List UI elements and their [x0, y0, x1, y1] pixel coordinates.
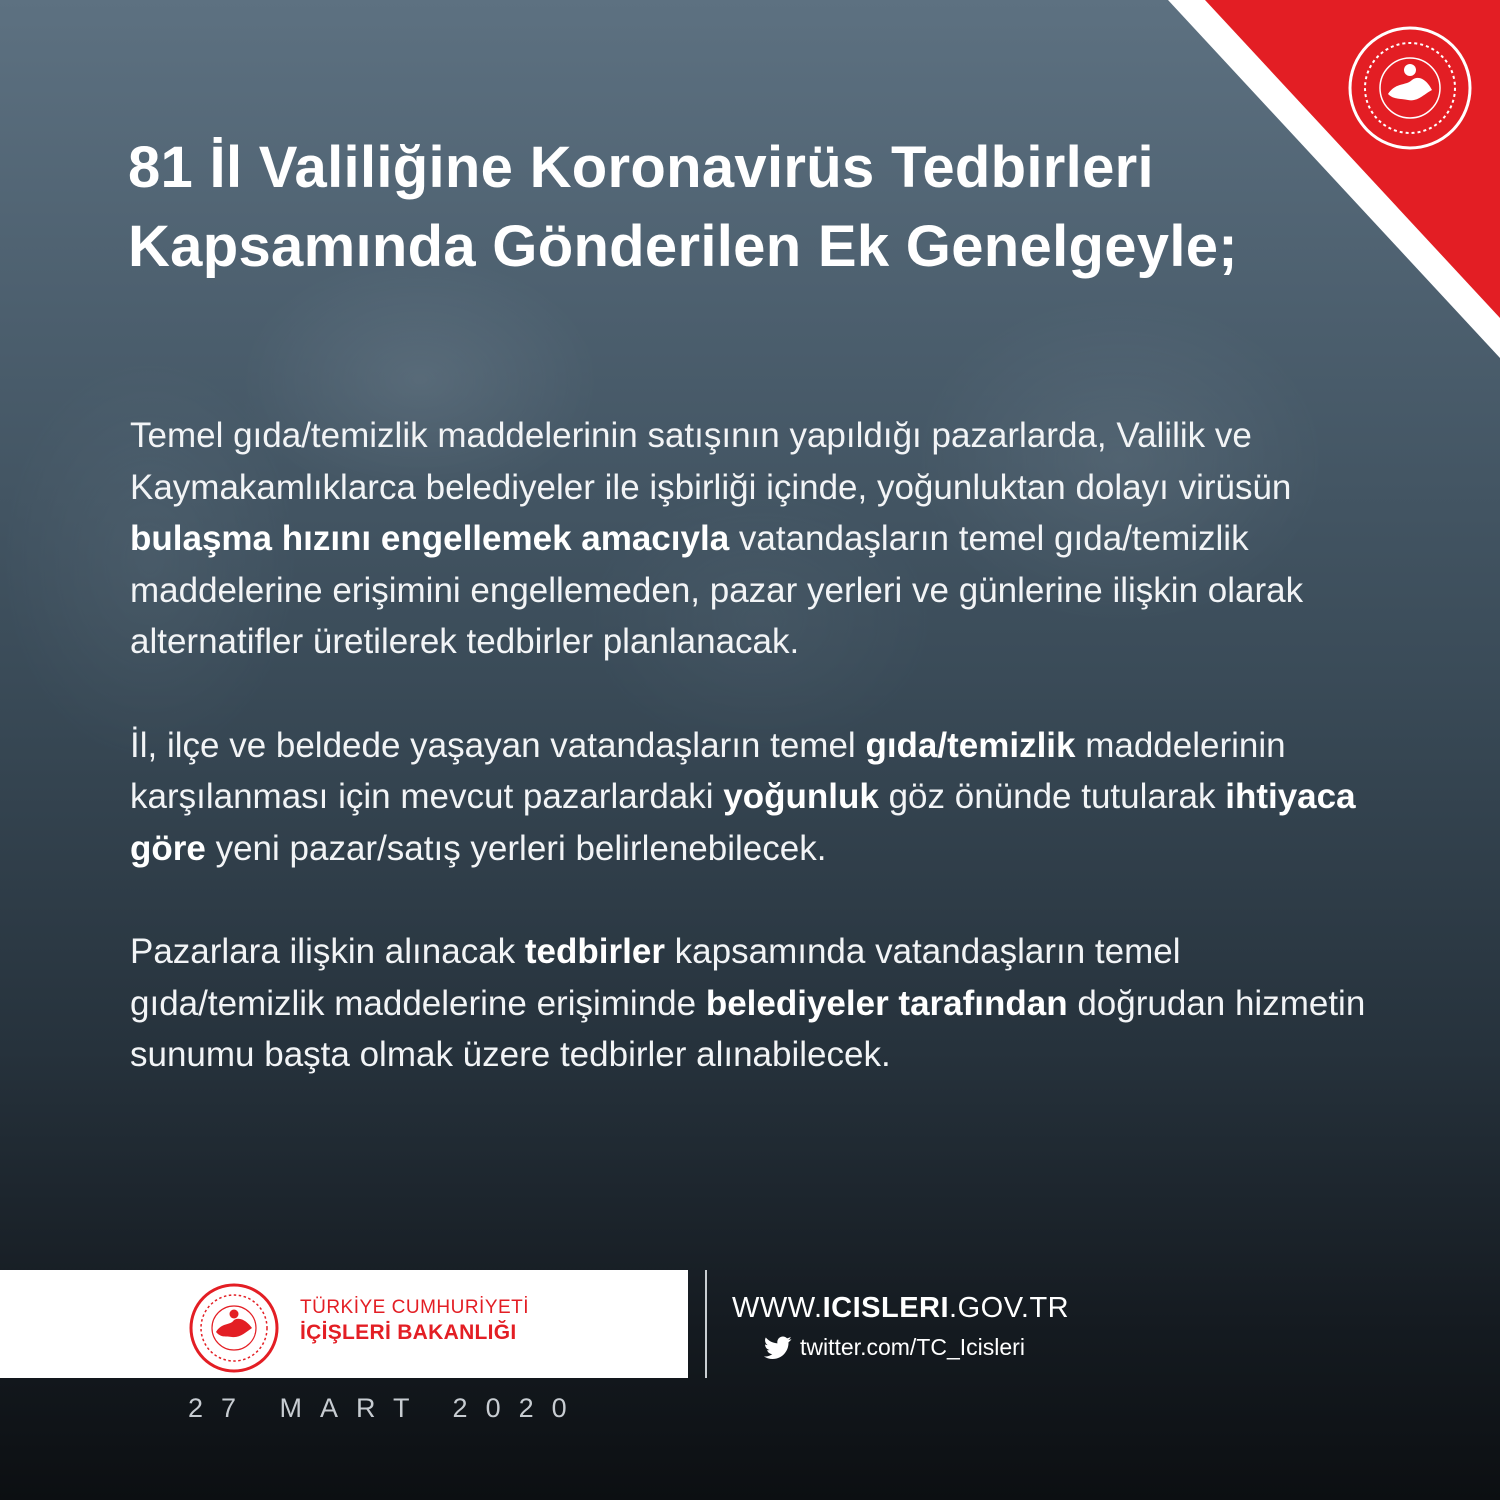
ministry-emblem-icon	[188, 1282, 280, 1374]
ministry-line2: İÇİŞLERİ BAKANLIĞI	[300, 1321, 517, 1344]
p1-seg-1: Temel gıda/temizlik maddelerinin satışının yapıldığı pazarlarda, Valilik ve Kaymakamlıklarca belediyeler ile işbirliği içinde, yoğunluktan dolayı virüsün	[130, 416, 1292, 507]
p3-seg-5: doğrudan hizmetin sunumu başta olmak üzere tedbirler alınabilecek.	[130, 983, 1366, 1074]
p3-seg-1: Pazarlara ilişkin alınacak	[130, 932, 525, 971]
p1-emphasis-1: bulaşma hızını engellemek amacıyla	[130, 519, 730, 558]
body-text	[130, 410, 1380, 1133]
ministry-line1: TÜRKİYE CUMHURİYETİ	[300, 1297, 530, 1318]
p2-seg-3: maddelerinin karşılanması için mevcut pazarlardaki	[130, 725, 1286, 816]
p3-seg-3: kapsamında vatandaşların temel gıda/temizlik maddelerine erişiminde	[130, 932, 1181, 1023]
paragraph-1	[130, 410, 1380, 668]
p2-emphasis-3: ihtiyaca göre	[130, 777, 1356, 868]
p2-emphasis-1: gıda/temizlik	[865, 725, 1076, 765]
footer-divider	[705, 1270, 707, 1378]
website-suffix: .GOV.TR	[949, 1292, 1070, 1324]
publish-date: 27 MART 2020	[188, 1393, 585, 1423]
paragraph-3	[130, 926, 1380, 1081]
p3-emphasis-2: belediyeler tarafından	[705, 983, 1068, 1023]
website-prefix: WWW.	[732, 1292, 823, 1324]
p2-emphasis-2: yoğunluk	[723, 777, 879, 816]
website-link[interactable]	[732, 1292, 1069, 1325]
twitter-link[interactable]	[764, 1334, 1025, 1361]
paragraph-2	[130, 720, 1380, 875]
page-title: 81 İl Valiliğine Koronavirüs Tedbirleri Kapsamında Gönderilen Ek Genelgeyle;	[128, 135, 1238, 279]
p2-seg-7: yeni pazar/satış yerleri belirlenebilecek.	[205, 828, 827, 868]
p1-seg-3: vatandaşların temel gıda/temizlik maddelerine erişimini engellemeden, pazar yerleri ve günlerine ilişkin olarak alternatifler üretilerek tedbirler planlanacak.	[130, 519, 1304, 661]
website-bold: ICISLERI	[822, 1292, 950, 1324]
p2-seg-1: İl, ilçe ve beldede yaşayan vatandaşların temel	[130, 725, 866, 765]
p2-seg-5: göz önünde tutularak	[878, 777, 1226, 816]
twitter-bird-icon	[764, 1336, 792, 1360]
twitter-handle: twitter.com/TC_Icisleri	[800, 1334, 1025, 1360]
p3-emphasis-1: tedbirler	[524, 932, 665, 971]
ministry-name	[300, 1296, 529, 1346]
